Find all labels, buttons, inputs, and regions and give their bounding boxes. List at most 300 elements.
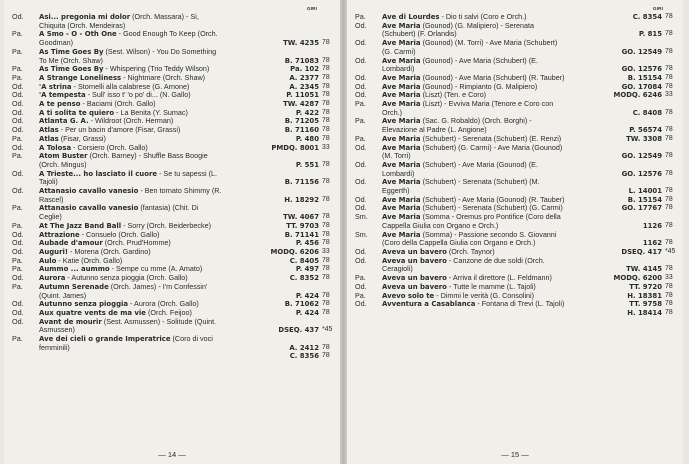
song-details: - Sull' isso t' 'o po' di... (N. Gallo) <box>85 90 191 100</box>
song-details: (Orch. Barney) - Shuffle Bass Boogie (Orch. Mingus) <box>39 151 208 169</box>
label-code: Pa. <box>12 255 23 265</box>
song-details: - Corsiero (Orch. Gallo) <box>71 142 148 152</box>
song-title: Ave dei cieli o grande Imperatrice <box>39 335 171 344</box>
song-details: (Somma - Oremus pro Pontifice (Coro della Cappella Giulia con Organo e Orch.) <box>382 212 561 230</box>
catalog-number: C. 8405 <box>289 256 319 265</box>
label-code: Od. <box>12 307 24 317</box>
catalog-entry <box>4 152 340 169</box>
page-number-left: — 14 — <box>158 450 186 459</box>
catalog-entry <box>347 39 683 56</box>
catalog-info <box>223 352 334 361</box>
catalog-number: MODQ. 6206 <box>270 247 319 256</box>
song-title: Atlanta G. A. <box>39 117 89 126</box>
catalog-info <box>223 257 334 266</box>
catalog-number: C. 8408 <box>632 108 662 117</box>
catalog-entry <box>347 22 683 39</box>
speed-rpm: 78 <box>322 239 330 247</box>
speed-rpm: 78 <box>322 265 330 273</box>
label-code: Pa. <box>12 220 23 230</box>
catalog-entry <box>347 213 683 230</box>
catalog-number: P. 815 <box>638 30 662 39</box>
catalog-number: DSEQ. 417 <box>621 247 662 256</box>
speed-rpm: 78 <box>665 108 673 116</box>
catalog-info <box>567 309 677 318</box>
catalog-number: L. 14001 <box>628 187 662 196</box>
catalog-info <box>567 292 677 301</box>
song-details: (Schubert) (G. Carmi) - Ave Maria (Gounod) (M. Torri) <box>382 142 563 161</box>
speed-rpm: 78 <box>322 230 330 238</box>
speed-rpm: 78 <box>322 213 330 221</box>
song-title: Ave di Lourdes <box>382 13 440 21</box>
song-title: Ave Maria <box>382 134 421 143</box>
label-code: Od. <box>355 72 367 82</box>
catalog-info <box>567 265 677 274</box>
catalog-number: P. 11051 <box>286 91 319 100</box>
song-title: A te penso <box>39 100 81 109</box>
song-title: Ave Maria <box>382 195 421 204</box>
catalog-number: TT. 9758 <box>629 300 662 309</box>
song-details: - Autunno senza pioggia (Orch. Gallo) <box>65 273 188 283</box>
giri-header: GIRI <box>653 6 664 11</box>
entry-text <box>39 318 223 335</box>
song-details: - Fontana di Trevi (L. Tajoli) <box>475 299 565 309</box>
catalog-info <box>223 109 334 118</box>
song-details: - Ben tornato Shimmy (R. Rascel) <box>39 186 222 204</box>
catalog-number: GO. 17767 <box>621 204 662 213</box>
speed-rpm: 78 <box>322 343 330 351</box>
song-details: (Liszt) - Evviva Maria (Tenore e Coro con Orch.) <box>382 99 554 117</box>
catalog-info <box>223 274 334 283</box>
song-title: Atlas <box>39 126 59 135</box>
catalog-info <box>223 213 334 222</box>
label-code: Pa. <box>355 273 366 283</box>
catalog-entry <box>347 57 683 74</box>
speed-rpm: 78 <box>322 134 330 142</box>
song-details: (Schubert) - Serenata (Schubert) (E. Renzi) <box>420 133 562 143</box>
entry-text <box>39 48 223 65</box>
entry-text <box>382 100 567 117</box>
catalog-info <box>223 57 334 66</box>
song-details: (Schubert) - Ave Maria (Gounod) (E. Lombardi) <box>382 159 538 178</box>
speed-rpm: 78 <box>322 352 330 360</box>
song-title: Ave Maria <box>382 117 421 126</box>
song-title: Ave Maria <box>382 73 421 82</box>
catalog-info <box>223 39 334 48</box>
catalog-number: A. 2345 <box>289 82 319 91</box>
catalog-entry <box>4 187 340 204</box>
song-details: - Tutte le mamme (L. Tajoli) <box>446 281 536 291</box>
song-details: (Gounod) - Ave Maria (Schubert) (E. Lombardi) <box>382 55 538 74</box>
speed-rpm: 78 <box>665 73 673 81</box>
catalog-entry <box>4 170 340 187</box>
catalog-number: DSEQ. 437 <box>278 326 319 335</box>
catalog-info <box>223 292 334 301</box>
song-details: - Whispering (Trio Teddy Wilson) <box>103 64 210 74</box>
catalog-number: B. 71160 <box>284 126 319 135</box>
song-title: Autumn Serenade <box>39 282 109 291</box>
catalog-number: TT. 9703 <box>286 221 319 230</box>
label-code: Od. <box>355 90 367 100</box>
catalog-info <box>223 326 334 335</box>
catalog-number: GO. 17084 <box>621 82 662 91</box>
label-code: Od. <box>12 107 24 117</box>
catalog-info <box>567 48 677 57</box>
song-title: A ti solita te quiero <box>39 108 115 117</box>
catalog-info <box>567 30 677 39</box>
label-code: Pa. <box>12 334 23 344</box>
catalog-info <box>567 204 677 213</box>
catalog-number: B. 71205 <box>284 117 319 126</box>
speed-rpm: 78 <box>665 265 673 273</box>
song-title: Atom Buster <box>39 152 88 161</box>
speed-rpm: 78 <box>322 308 330 316</box>
song-details: (Orch. Feijoo) <box>145 307 192 317</box>
song-details: (Liszt) (Ten. e Coro) <box>420 90 487 100</box>
song-details: (Orch. James) - I'm Confessin' (Quint. James) <box>39 281 208 300</box>
catalog-number: H. 18381 <box>627 291 662 300</box>
label-code: Od. <box>12 246 24 256</box>
song-details: - La Benita (Y. Sumac) <box>114 107 188 117</box>
catalog-info <box>567 13 677 22</box>
song-title: Aubade d'amour <box>39 239 103 248</box>
song-title: Ave Maria <box>382 213 421 222</box>
entry-text <box>39 30 223 47</box>
song-details: - Sorry (Orch. Beiderbecke) <box>121 220 211 230</box>
catalog-number: H. 18292 <box>284 195 319 204</box>
catalog-entry <box>347 161 683 178</box>
label-code: Od. <box>12 116 24 126</box>
label-code: Od. <box>355 246 367 256</box>
label-code: Pa. <box>12 29 23 39</box>
song-title: Attrazione <box>39 230 80 239</box>
label-code: Od. <box>355 38 367 48</box>
speed-rpm: 78 <box>322 65 330 73</box>
speed-rpm: 33 <box>665 274 673 282</box>
speed-rpm: *45 <box>665 247 676 255</box>
catalog-info <box>223 74 334 83</box>
catalog-number: TW. 4287 <box>283 100 319 109</box>
catalog-number: A. 2412 <box>289 343 319 352</box>
speed-rpm: 78 <box>322 56 330 64</box>
song-title: Aux quatre vents de ma vie <box>39 308 146 317</box>
song-details: (Schubert) - Serenata (Schubert) (M. Eggerth) <box>382 177 540 196</box>
entry-text <box>39 152 223 169</box>
label-code: Od. <box>12 316 24 326</box>
speed-rpm: 78 <box>322 195 330 203</box>
catalog-entry <box>347 117 683 134</box>
song-details: (Gounod) (G. Malipiero) - Serenata (Schubert) (F. Orlandis) <box>382 20 535 39</box>
catalog-info <box>567 239 677 248</box>
song-details: (Orch. Taynor) <box>446 246 495 256</box>
song-title: Avant de mourir <box>39 317 102 326</box>
song-details: - Morena (Orch. Gardino) <box>67 246 151 256</box>
speed-rpm: 78 <box>665 195 673 203</box>
song-details: - Baciami (Orch. Gallo) <box>80 99 156 109</box>
catalog-info <box>567 274 677 283</box>
song-title: Attanasio cavallo vanesio <box>39 187 139 196</box>
left-entries <box>4 13 340 361</box>
song-details: (Orch. Massara) - Si, Chiquita (Orch. Mendeiras) <box>39 12 199 30</box>
speed-rpm: 78 <box>322 117 330 125</box>
catalog-entry <box>4 91 340 100</box>
catalog-number: 1126 <box>642 221 662 230</box>
catalog-entry <box>347 257 683 274</box>
speed-rpm: 78 <box>665 169 673 177</box>
giri-header: GIRI <box>307 6 318 11</box>
catalog-entry <box>4 126 340 135</box>
catalog-entry <box>4 204 340 221</box>
catalog-info <box>223 231 334 240</box>
song-details: (Gounod) (M. Torri) - Ave Maria (Schubert) (G. Carmi) <box>382 38 558 56</box>
song-title: A Strange Loneliness <box>39 73 122 82</box>
catalog-number: TW. 4067 <box>283 213 319 222</box>
catalog-number: TW. 3308 <box>626 134 662 143</box>
label-code: Od. <box>355 142 367 152</box>
catalog-info <box>223 83 334 92</box>
catalog-entry <box>4 352 340 361</box>
entry-text <box>39 187 223 204</box>
catalog-number: H. 18414 <box>627 308 662 317</box>
song-title: 'A tempesta <box>39 91 86 100</box>
catalog-info <box>223 100 334 109</box>
speed-rpm: 33 <box>322 247 330 255</box>
catalog-number: P. 551 <box>295 160 319 169</box>
catalog-number: PMDQ. 8001 <box>271 143 319 152</box>
speed-rpm: 78 <box>322 39 330 47</box>
catalog-entry <box>4 30 340 47</box>
speed-rpm: 78 <box>322 108 330 116</box>
speed-rpm: 78 <box>665 308 673 316</box>
right-entries <box>347 13 683 318</box>
song-title: 'A strina <box>39 82 72 91</box>
catalog-info <box>223 309 334 318</box>
speed-rpm: 78 <box>322 300 330 308</box>
catalog-info <box>223 265 334 274</box>
song-title: Ave Maria <box>382 230 421 239</box>
label-code: Od. <box>12 186 24 196</box>
left-page <box>4 0 340 464</box>
speed-rpm: 78 <box>665 47 673 55</box>
song-details: (Sest. Asmussen) - Solitude (Quint. Asmussen) <box>39 316 217 335</box>
song-details: - Dio ti salvi (Coro e Orch.) <box>439 12 527 21</box>
label-code: Sm. <box>355 212 368 222</box>
catalog-entry <box>4 239 340 248</box>
entry-text <box>382 57 567 74</box>
label-code: Od. <box>355 177 367 187</box>
catalog-info <box>567 300 677 309</box>
catalog-entry <box>347 309 683 318</box>
catalog-number: C. 8354 <box>632 13 662 21</box>
page-number-right: — 15 — <box>501 450 529 459</box>
label-code: Pa. <box>355 116 366 126</box>
entry-text <box>382 300 567 309</box>
song-details: (Orch. Prud'Homme) <box>102 238 171 248</box>
catalog-info <box>223 91 334 100</box>
song-details: (Gounod) - Rimpianto (G. Malipiero) <box>420 81 538 91</box>
speed-rpm: 78 <box>322 178 330 186</box>
entry-text <box>39 283 223 300</box>
catalog-entry <box>4 248 340 257</box>
speed-rpm: 33 <box>322 143 330 151</box>
entry-text <box>39 170 223 187</box>
song-title: Ave Maria <box>382 56 421 65</box>
speed-rpm: 78 <box>322 274 330 282</box>
song-details: (Schubert) - Serenata (Schubert) (G. Carmi) <box>420 203 563 213</box>
catalog-number: B. 71083 <box>284 56 319 65</box>
catalog-number: P. 480 <box>295 134 319 143</box>
entry-text <box>39 300 223 309</box>
catalog-info <box>223 178 334 187</box>
song-title: Aulo <box>39 256 57 265</box>
entry-text <box>382 22 567 39</box>
catalog-info <box>223 239 334 248</box>
catalog-info <box>567 83 677 92</box>
song-details: - Good Enough To Keep (Orch. Goodman) <box>39 29 218 48</box>
label-code: Od. <box>355 281 367 291</box>
speed-rpm: 78 <box>322 256 330 264</box>
label-code: Od. <box>12 299 24 309</box>
catalog-number: B. 71156 <box>284 178 319 187</box>
entry-text <box>39 13 223 30</box>
label-code: Pa. <box>355 133 366 143</box>
song-details: - Arriva il direttore (L. Feldmann) <box>446 273 552 283</box>
song-title: As Time Goes By <box>39 47 104 56</box>
catalog-entry <box>4 318 340 335</box>
catalog-entry <box>4 231 340 240</box>
speed-rpm: 78 <box>665 13 673 20</box>
label-code: Od. <box>355 55 367 65</box>
catalog-info <box>223 344 334 353</box>
entry-text <box>382 178 567 195</box>
catalog-info <box>223 144 334 153</box>
catalog-entry <box>347 100 683 117</box>
catalog-number: P. 422 <box>295 108 319 117</box>
speed-rpm: 78 <box>322 82 330 90</box>
song-title: Aveva un bavero <box>382 247 447 256</box>
song-title: A Tolosa <box>39 143 72 152</box>
song-details: (Schubert) - Ave Maria (Gounod) (R. Tauber) <box>420 194 565 204</box>
label-code: Pa. <box>355 290 366 300</box>
catalog-entry <box>4 222 340 231</box>
song-title: Aummo ... aummo <box>39 265 110 274</box>
song-details: - Consuelo (Orch. Gallo) <box>79 229 160 239</box>
label-code: Pa. <box>12 281 23 291</box>
song-details: (Somma) - Passione secondo S. Giovanni (Coro della Cappella Giulia con Organo e Orch.) <box>382 229 557 248</box>
entry-text <box>382 257 567 274</box>
song-title: Ave Maria <box>382 21 421 30</box>
catalog-entry <box>4 283 340 300</box>
label-code: Pa. <box>355 99 366 109</box>
catalog-entry <box>347 144 683 161</box>
entry-text <box>382 117 567 134</box>
song-title: Ave Maria <box>382 143 421 152</box>
speed-rpm: 78 <box>665 291 673 299</box>
entry-text <box>382 213 567 230</box>
catalog-number: MODQ. 6200 <box>613 274 662 283</box>
catalog-number: GO. 12576 <box>621 169 662 178</box>
song-title: Aveva un bavero <box>382 256 447 265</box>
speed-rpm: 78 <box>665 221 673 229</box>
entry-text <box>382 231 567 248</box>
speed-rpm: 78 <box>665 239 673 247</box>
label-code: Pa. <box>12 46 23 56</box>
catalog-number: TT. 9720 <box>629 282 662 291</box>
speed-rpm: 78 <box>665 134 673 142</box>
label-code: Od. <box>12 81 24 91</box>
catalog-info <box>223 161 334 170</box>
speed-rpm: 78 <box>665 204 673 212</box>
speed-rpm: 78 <box>322 91 330 99</box>
catalog-entry <box>4 13 340 30</box>
catalog-info <box>567 196 677 205</box>
speed-rpm: 78 <box>322 100 330 108</box>
catalog-number: C. 8352 <box>289 274 319 283</box>
label-code: Od. <box>12 99 24 109</box>
song-details: (Coro di voci femminili) <box>39 334 213 352</box>
song-title: Ave Maria <box>382 204 421 213</box>
song-title: Avventura a Casablanca <box>382 300 476 309</box>
catalog-info <box>567 152 677 161</box>
song-details: (Gounod) - Ave Maria (Schubert) (R. Tauber) <box>420 72 565 82</box>
song-details: - Dimmi le verità (G. Consolini) <box>434 290 535 300</box>
speed-rpm: 78 <box>665 282 673 290</box>
catalog-entry <box>4 135 340 144</box>
entry-text <box>39 335 223 352</box>
label-code: Od. <box>355 159 367 169</box>
label-code: Pa. <box>355 12 366 21</box>
catalog-info <box>223 196 334 205</box>
catalog-info <box>223 135 334 144</box>
label-code: Od. <box>12 168 24 178</box>
catalog-info <box>223 248 334 257</box>
song-title: Ave Maria <box>382 100 421 109</box>
song-details: - Nightmare (Orch. Shaw) <box>121 72 206 82</box>
speed-rpm: 78 <box>322 126 330 134</box>
song-title: Ave Maria <box>382 82 421 91</box>
entry-text <box>382 161 567 178</box>
song-title: Ave Maria <box>382 178 421 187</box>
song-title: Aveva un bavero <box>382 274 447 283</box>
song-title: At The Jazz Band Ball <box>39 221 122 230</box>
song-title: A Trieste... ho lasciato il cuore <box>39 169 158 178</box>
catalog-info <box>567 170 677 179</box>
catalog-number: A. 2377 <box>289 73 319 82</box>
catalog-number: P. 424 <box>295 291 319 300</box>
catalog-number: GO. 12576 <box>621 65 662 74</box>
catalog-info <box>567 126 677 135</box>
speed-rpm: 78 <box>322 291 330 299</box>
song-title: Avevo solo te <box>382 291 435 300</box>
song-title: Ave Maria <box>382 160 421 169</box>
label-code: Pa. <box>12 151 23 161</box>
label-code: Od. <box>355 203 367 213</box>
catalog-info <box>567 187 677 196</box>
catalog-entry <box>347 178 683 195</box>
catalog-number: P. 497 <box>295 265 319 274</box>
song-details: - Stornelli alla calabrese (G. Arnone) <box>71 81 190 91</box>
catalog-number: B. 71062 <box>284 300 319 309</box>
song-title: Auguri! <box>39 247 68 256</box>
catalog-info <box>567 248 677 257</box>
catalog-entry <box>347 231 683 248</box>
song-details: - Se tu sapessi (L. Tajoli) <box>39 168 217 187</box>
song-details: (Fisar, Grassi) <box>58 133 106 143</box>
label-code: Od. <box>12 238 24 248</box>
song-details: - Katie (Orch. Gallo) <box>56 255 123 265</box>
label-code: Pa. <box>12 203 23 213</box>
speed-rpm: 78 <box>665 126 673 134</box>
song-title: A Smo - O - Oth One <box>39 30 117 39</box>
